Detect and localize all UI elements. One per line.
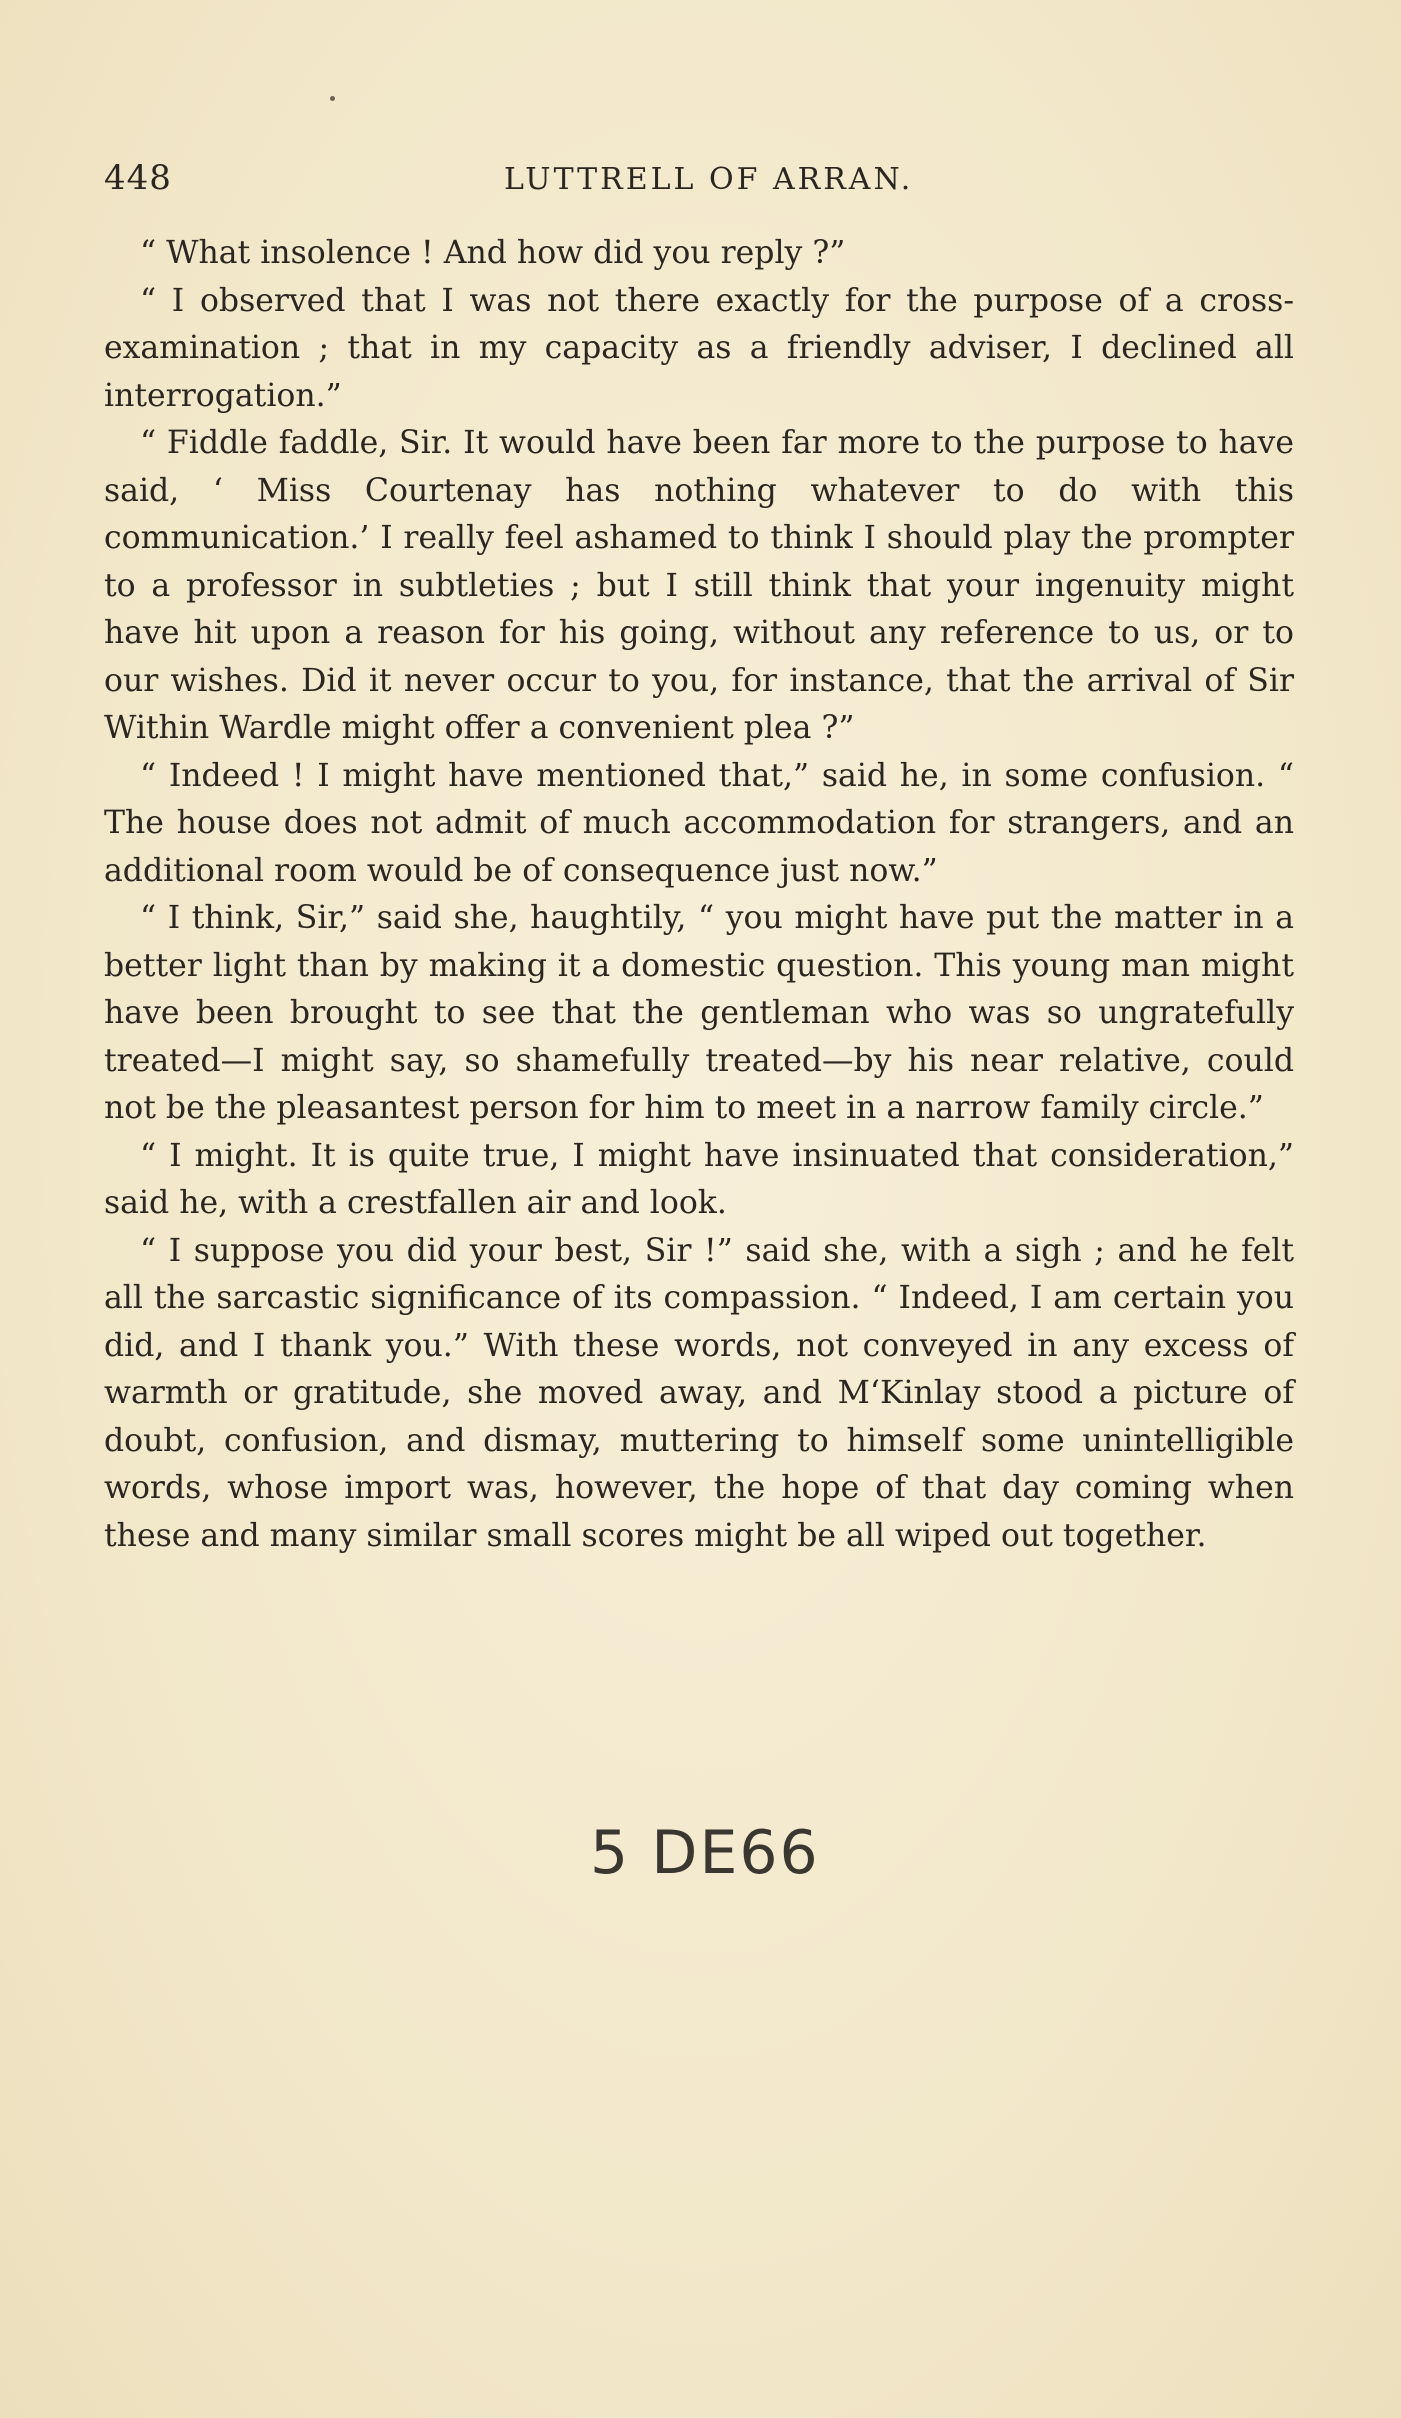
paragraph: “ I observed that I was not there exactly for the purpose of a cross-examination ; that in my capacity as a friendly adviser, I declined all interrogation.”	[104, 282, 1294, 414]
running-head: LUTTRELL OF ARRAN.	[504, 162, 914, 197]
paragraph: “ I think, Sir,” said she, haughtily, “ you might have put the matter in a better light than by making it a domestic question. This young man might have been brought to see that the gentleman who was so ungratefully treated—I might say, so shamefully treated—by his near relative, could not be the pleasantest person for him to meet in a narrow family circle.”	[104, 900, 1294, 1126]
paragraph: “ What insolence ! And how did you reply ?”	[140, 235, 846, 271]
paragraph: “ Indeed ! I might have mentioned that,” said he, in some confusion. “ The house does not admit of much accommodation for strangers, and an additional room would be of consequence just now.”	[104, 757, 1294, 889]
library-date-stamp: 5 DE66	[590, 1818, 820, 1888]
page-header	[104, 158, 1294, 208]
paragraph: “ I might. It is quite true, I might have insinuated that consideration,” said he, with a crestfallen air and look.	[104, 1137, 1294, 1221]
page-number: 448	[104, 158, 172, 198]
paragraph: “ Fiddle faddle, Sir. It would have been far more to the purpose to have said, ‘ Miss Courtenay has nothing whatever to do with this communication.’ I really feel ashamed to think I should play the prompter to a professor in subtleties ; but I still think that your ingenuity might have hit upon a reason for his going, without any reference to us, or to our wishes. Did it never occur to you, for instance, that the arrival of Sir Within Wardle might offer a convenient plea ?”	[104, 425, 1294, 746]
body-text	[104, 230, 1294, 1560]
ink-speck	[330, 96, 335, 101]
paragraph: “ I suppose you did your best, Sir !” said she, with a sigh ; and he felt all the sarcastic significance of its compassion. “ Indeed, I am certain you did, and I thank you.” With these words, not conveyed in any excess of warmth or gratitude, she moved away, and M‘Kinlay stood a picture of doubt, confusion, and dismay, muttering to himself some unintelligible words, whose import was, however, the hope of that day coming when these and many similar small scores might be all wiped out together.	[104, 1232, 1294, 1554]
